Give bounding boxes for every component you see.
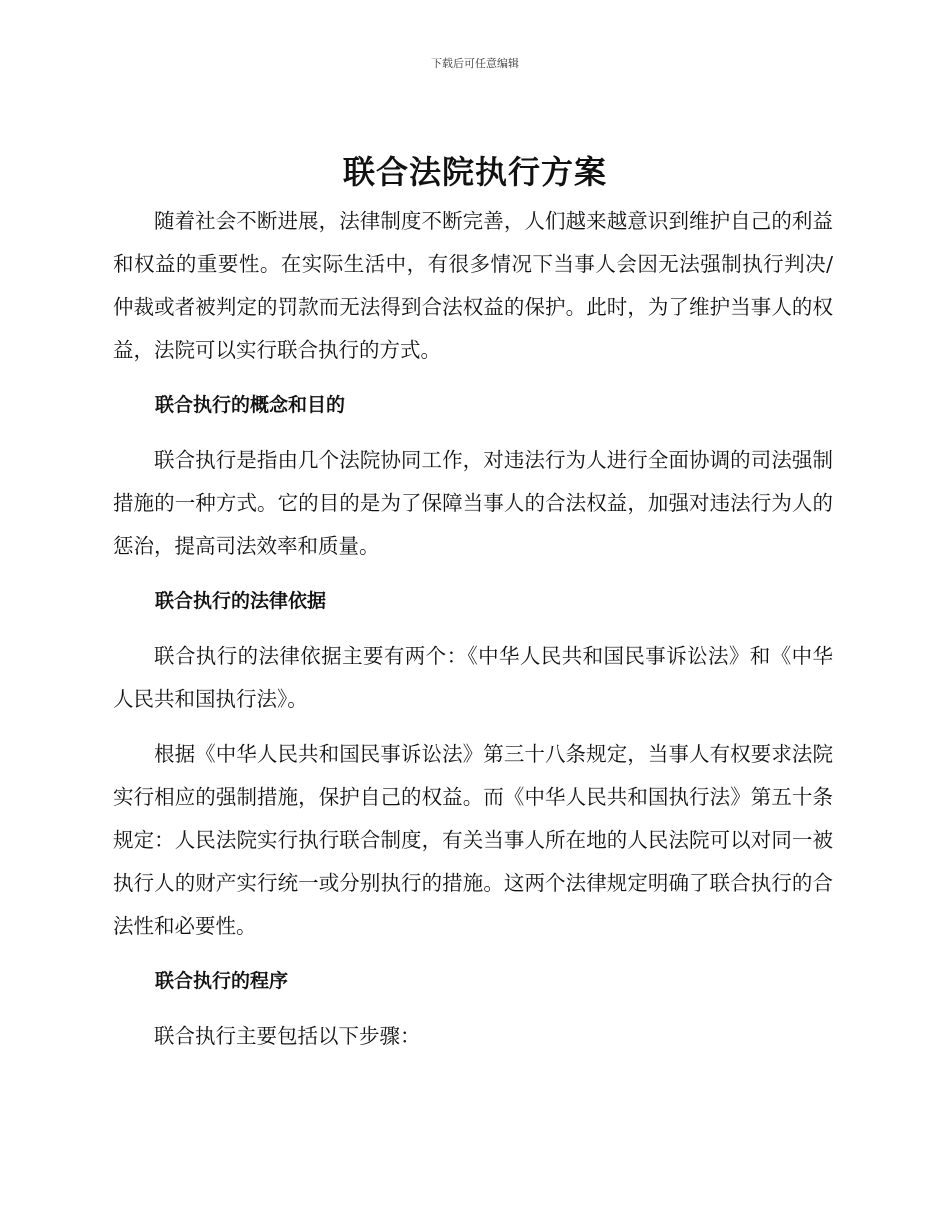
section-heading-concept: 联合执行的概念和目的 <box>155 394 346 416</box>
header-note: 下载后可任意编辑 <box>431 57 519 70</box>
document-body <box>113 200 833 1070</box>
intro-paragraph: 随着社会不断进展，法律制度不断完善，人们越来越意识到维护自己的利益和权益的重要性。在实际生活中，有很多情况下当事人会因无法强制执行判决/仲裁或者被判定的罚款而无法得到合法权益的保护。此时，为了维护当事人的权益，法院可以实行联合执行的方式。 <box>113 209 833 362</box>
concept-paragraph: 联合执行是指由几个法院协同工作，对违法行为人进行全面协调的司法强制措施的一种方式。它的目的是为了保障当事人的合法权益，加强对违法行为人的惩治，提高司法效率和质量。 <box>113 448 833 558</box>
procedure-paragraph: 联合执行主要包括以下步骤： <box>154 1024 421 1048</box>
legal-basis-paragraph-1: 联合执行的法律依据主要有两个：《中华人民共和国民事诉讼法》和《中华人民共和国执行法》。 <box>113 644 833 711</box>
section-heading-procedure: 联合执行的程序 <box>155 970 289 992</box>
section-heading-legal-basis: 联合执行的法律依据 <box>155 590 327 612</box>
legal-basis-paragraph-2: 根据《中华人民共和国民事诉讼法》第三十八条规定，当事人有权要求法院实行相应的强制措施，保护自己的权益。而《中华人民共和国执行法》第五十条规定：人民法院实行执行联合制度，有关当事人所在地的人民法院可以对同一被执行人的财产实行统一或分别执行的措施。这两个法律规定明确了联合执行的合法性和必要性。 <box>113 742 833 938</box>
document-title: 联合法院执行方案 <box>342 153 607 191</box>
